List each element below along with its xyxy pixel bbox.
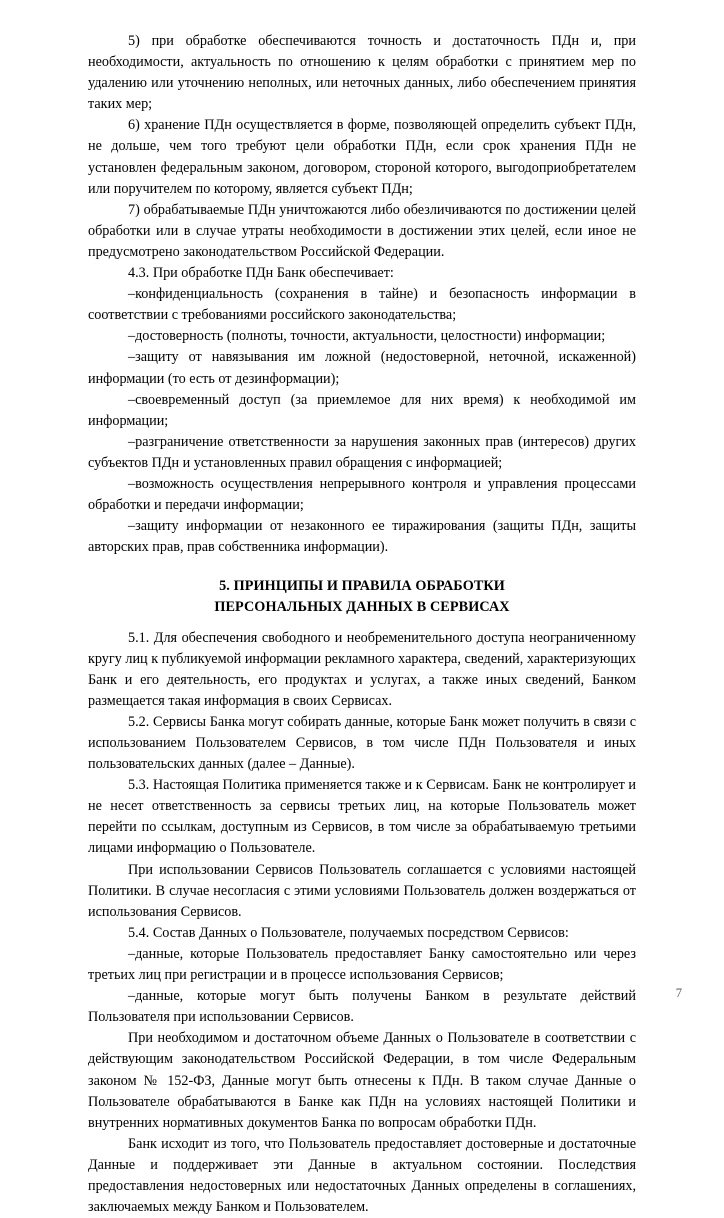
section-heading-line-1: 5. ПРИНЦИПЫ И ПРАВИЛА ОБРАБОТКИ [219,578,505,595]
section-heading [88,558,636,627]
paragraph-clause-4-3: 4.3. При обработке ПДн Банк обеспечивает: [128,265,394,282]
paragraph-clause-5-3: 5.3. Настоящая Политика применяется также и к Сервисам. Банк не контролирует и не несет ответственность за сервисы третьих лиц, на которые Пользователь может перейти по ссылкам, доступным из Сервисов, в том числе за обрабатываемую третьими лицами информацию о Пользователе. [88,777,636,857]
paragraph-item-6: 6) хранение ПДн осуществляется в форме, позволяющей определить субъект ПДн, не дольше, чем того требуют цели обработки ПДн, если срок хранения ПДн не установлен федеральным законом, договором, стороной которого, выгодоприобретателем или поручителем по которому, является субъект ПДн; [88,117,636,197]
paragraph-clause-5-4: 5.4. Состав Данных о Пользователе, получаемых посредством Сервисов: [128,924,569,941]
paragraph-dash-protection-false-info: –защиту от навязывания им ложной (недостоверной, неточной, искаженной) информации (то есть от дезинформации); [88,349,636,387]
paragraph-item-5: 5) при обработке обеспечиваются точность и достаточность ПДн и, при необходимости, актуальность по отношению к целям обработки с принятием мер по удалению или уточнению неполных, или неточных данных, либо обеспечением принятия таких мер; [88,33,636,113]
paragraph-accuracy: Банк исходит из того, что Пользователь предоставляет достоверные и достаточные Данные и поддерживает эти Данные в актуальном состоянии. Последствия предоставления недостоверных или недостаточных Данных определены в соглашениях, заключаемых между Банком и Пользователем. [88,1135,636,1216]
paragraph-dash-timely-access: –своевременный доступ (за приемлемое для них время) к необходимой им информации; [88,391,636,429]
paragraph-clause-5-2: 5.2. Сервисы Банка могут собирать данные, которые Банк может получить в связи с использованием Пользователем Сервисов, в том числе ПДн Пользователя и иных пользовательских данных (далее – Данные). [88,713,636,773]
paragraph-dash-data-provided: –данные, которые Пользователь предоставляет Банку самостоятельно или через третьих лиц при регистрации и в процессе использования Сервисов; [88,945,636,984]
paragraph-dash-control: –возможность осуществления непрерывного контроля и управления процессами обработки и передачи информации; [88,475,636,514]
paragraph-item-7: 7) обрабатываемые ПДн уничтожаются либо обезличиваются по достижении целей обработки или в случае утраты необходимости в достижении этих целей, если иное не предусмотрено законодательством Российской Федерации. [88,201,636,260]
paragraph-152fz: При необходимом и достаточном объеме Данных о Пользователе в соответствии с действующим законодательством Российской Федерации, в том числе Федеральным законом № 152-ФЗ, Данные могут быть отнесены к ПДн. В таком случае Данные о Пользователе обрабатываются в Банке как ПДн на условиях настоящей Политики и внутренних нормативных документов Банка по вопросам обработки ПДн. [88,1030,636,1131]
paragraph-dash-confidentiality: –конфиденциальность (сохранения в тайне) и безопасность информации в соответствии с требованиями российского законодательства; [88,286,636,324]
paragraph-dash-reliability: –достоверность (полноты, точности, актуальности, целостности) информации; [128,328,606,345]
paragraph-dash-data-obtained: –данные, которые могут быть получены Банком в результате действий Пользователя при использовании Сервисов. [88,988,636,1026]
page-content [88,31,636,1218]
paragraph-consent: При использовании Сервисов Пользователь соглашается с условиями настоящей Политики. В случае несогласия с этими условиями Пользователь должен воздержаться от использования Сервисов. [88,861,636,920]
page-number: 7 [675,986,682,1000]
paragraph-dash-replication: –защиту информации от незаконного ее тиражирования (защиты ПДн, защиты авторских прав, прав собственника информации). [88,518,636,556]
paragraph-dash-responsibility: –разграничение ответственности за нарушения законных прав (интересов) других субъектов ПДн и установленных правил обращения с информацией; [88,433,636,471]
paragraph-clause-5-1: 5.1. Для обеспечения свободного и необременительного доступа неограниченному кругу лиц к публикуемой информации рекламного характера, сведений, характеризующих Банк и его деятельность, его продуктах и услугах, а также иных сведений, Банком размещается такая информация в своих Сервисах. [88,629,636,709]
section-heading-line-2: ПЕРСОНАЛЬНЫХ ДАННЫХ В СЕРВИСАХ [214,599,510,616]
